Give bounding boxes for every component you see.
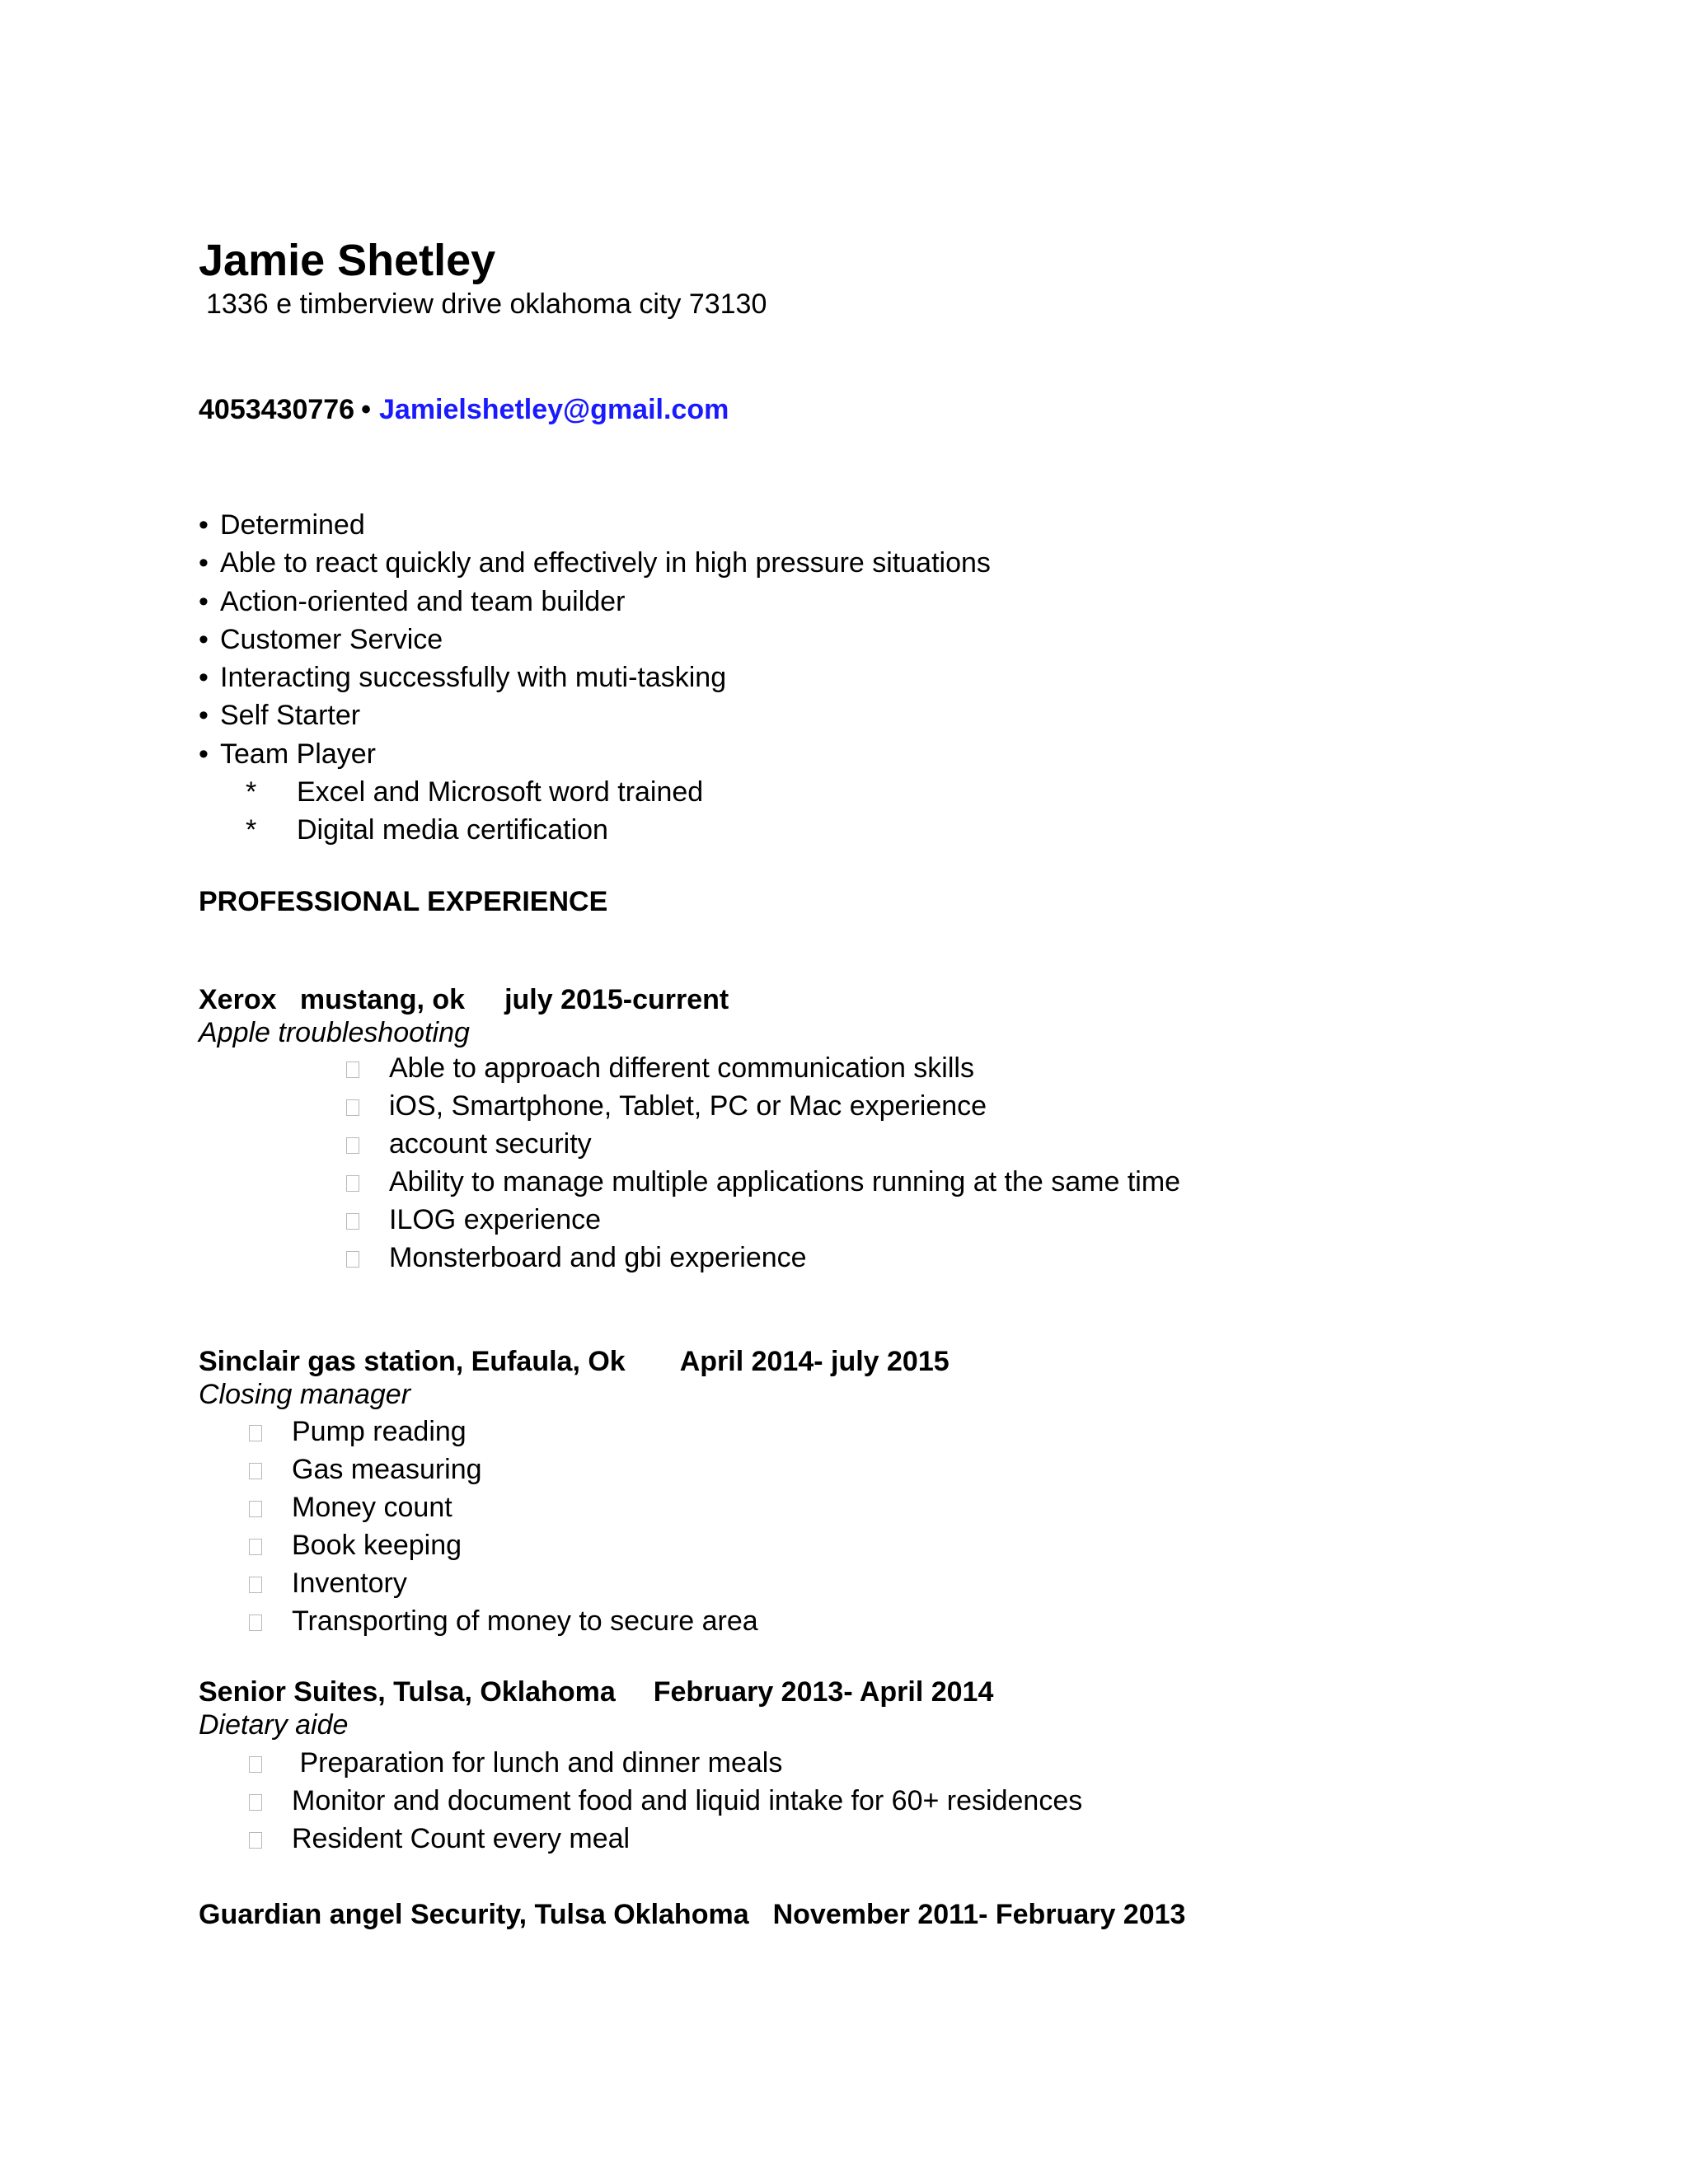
task-item: Transporting of money to secure area [249,1602,758,1640]
job-company: Guardian angel Security, Tulsa Oklahoma [199,1899,749,1930]
job-dates: April 2014- july 2015 [679,1346,950,1377]
job-dates: February 2013- April 2014 [653,1676,994,1708]
checkbox-icon [249,1539,262,1555]
task-item: ILOG experience [346,1201,1180,1239]
extra-item: * Excel and Microsoft word trained [246,773,703,811]
checkbox-icon [346,1175,359,1192]
task-item: Able to approach different communication skills [346,1049,1180,1087]
task-item: Monsterboard and gbi experience [346,1239,1180,1277]
bullet-icon: • [199,585,209,617]
task-item: Resident Count every meal [249,1820,1082,1858]
section-heading: PROFESSIONAL EXPERIENCE [199,886,608,917]
bullet-icon: • [199,700,209,732]
trait-item: • Action-oriented and team builder [199,583,991,621]
candidate-address: 1336 e timberview drive oklahoma city 73130 [206,288,767,320]
checkbox-icon [346,1062,359,1078]
job-header [199,1345,950,1378]
job-header [199,1675,993,1708]
job-company: Sinclair gas station, Eufaula, Ok [199,1346,626,1377]
task-item: Ability to manage multiple applications running at the same time [346,1163,1180,1201]
task-item: Book keeping [249,1526,758,1564]
job-role: Closing manager [199,1379,411,1410]
job-role: Dietary aide [199,1709,349,1741]
checkbox-icon [346,1213,359,1230]
task-item: Preparation for lunch and dinner meals [249,1744,1082,1782]
candidate-name: Jamie Shetley [199,236,496,285]
task-item: iOS, Smartphone, Tablet, PC or Mac experience [346,1087,1180,1125]
job-task-list [346,1049,1180,1277]
checkbox-icon [346,1251,359,1268]
bullet-icon: • [199,623,209,655]
extra-item: * Digital media certification [246,811,703,849]
checkbox-icon [249,1501,262,1517]
checkbox-icon [249,1577,262,1593]
task-item: account security [346,1125,1180,1163]
checkbox-icon [346,1137,359,1154]
checkbox-icon [249,1794,262,1811]
email-link[interactable]: Jamielshetley@gmail.com [379,394,729,425]
trait-item: • Team Player [199,735,991,773]
bullet-icon: • [199,509,209,541]
job-role: Apple troubleshooting [199,1017,470,1048]
checkbox-icon [249,1463,262,1479]
job-header [199,983,729,1016]
checkbox-icon [249,1832,262,1849]
trait-item: • Self Starter [199,696,991,734]
checkbox-icon [249,1425,262,1441]
phone-number: 4053430776 [199,394,355,425]
trait-item: • Able to react quickly and effectively in high pressure situations [199,544,991,582]
bullet-icon: • [199,662,209,694]
job-task-list [249,1744,1082,1858]
task-item: Gas measuring [249,1451,758,1488]
checkbox-icon [249,1756,262,1773]
asterisk-icon: * [246,814,257,846]
task-item: Monitor and document food and liquid intake for 60+ residences [249,1782,1082,1820]
task-item: Money count [249,1488,758,1526]
checkbox-icon [249,1615,262,1631]
job-dates: November 2011- February 2013 [772,1899,1186,1930]
job-dates: july 2015-current [504,984,729,1015]
contact-separator: • [361,394,371,425]
job-company: Xerox mustang, ok [199,984,466,1015]
bullet-icon: • [199,547,209,579]
traits-list [199,506,991,773]
checkbox-icon [346,1099,359,1116]
extras-list [246,773,703,849]
job-header [199,1898,1185,1931]
job-task-list [249,1413,758,1640]
task-item: Inventory [249,1564,758,1602]
trait-item: • Customer Service [199,621,991,658]
asterisk-icon: * [246,776,257,808]
trait-item: • Interacting successfully with muti-tasking [199,658,991,696]
task-item: Pump reading [249,1413,758,1451]
job-company: Senior Suites, Tulsa, Oklahoma [199,1676,616,1708]
contact-line [199,393,729,426]
bullet-icon: • [199,738,209,770]
trait-item: • Determined [199,506,991,544]
